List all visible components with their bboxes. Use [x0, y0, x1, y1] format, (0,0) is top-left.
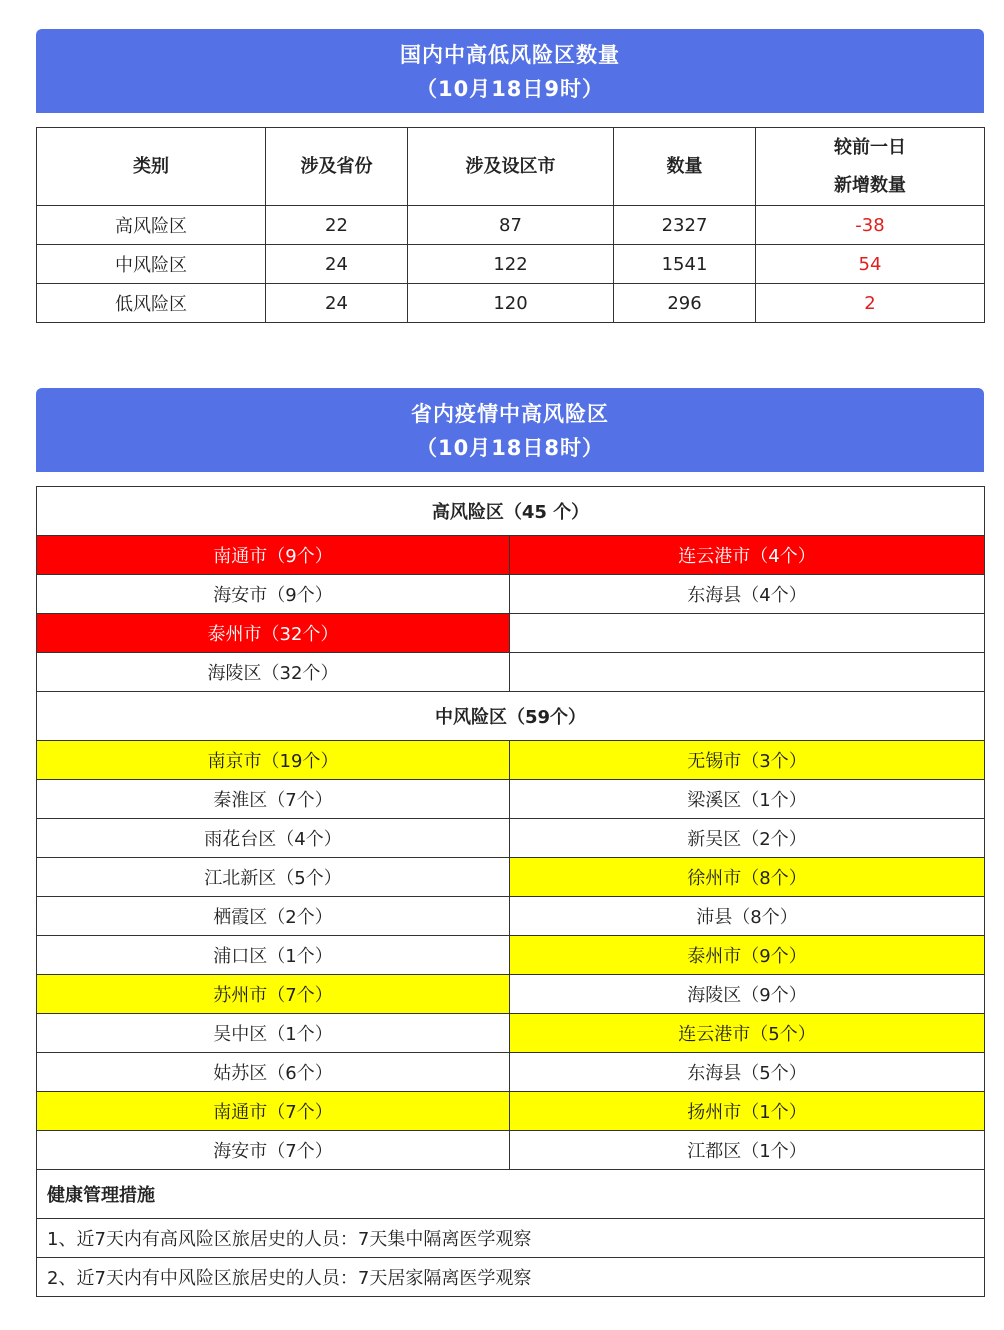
table-row [37, 653, 985, 692]
table-row [37, 614, 985, 653]
header-provinces: 涉及省份 [266, 128, 408, 206]
high-risk-header-row [37, 487, 985, 536]
mid-risk-city: 无锡市（3个） [510, 741, 985, 780]
mid-risk-header-row [37, 692, 985, 741]
empty-cell [510, 614, 985, 653]
header-change-line1: 较前一日 [834, 136, 906, 158]
high-risk-city: 泰州市（32个） [37, 614, 510, 653]
mid-risk-city: 泰州市（9个） [510, 936, 985, 975]
header-count: 数量 [614, 128, 756, 206]
mid-risk-district: 栖霞区（2个） [37, 897, 510, 936]
mid-risk-district: 新吴区（2个） [510, 819, 985, 858]
header-category: 类别 [37, 128, 266, 206]
row-count: 2327 [614, 206, 756, 245]
province-risk-title: 省内疫情中高风险区 [411, 402, 609, 426]
header-change-line2: 新增数量 [834, 174, 906, 196]
header-change [756, 128, 985, 206]
row-cities: 122 [408, 245, 614, 284]
mid-risk-district: 吴中区（1个） [37, 1014, 510, 1053]
mid-risk-city: 扬州市（1个） [510, 1092, 985, 1131]
province-risk-subtitle: （10月18日8时） [415, 436, 605, 460]
national-risk-subtitle: （10月18日9时） [415, 77, 605, 101]
row-provinces: 22 [266, 206, 408, 245]
measures-title: 健康管理措施 [37, 1170, 985, 1219]
table-row [37, 1092, 985, 1131]
measure-row [37, 1258, 985, 1297]
mid-risk-district: 浦口区（1个） [37, 936, 510, 975]
table-row [37, 1014, 985, 1053]
row-count: 296 [614, 284, 756, 323]
table-row [37, 741, 985, 780]
mid-risk-district: 海安市（7个） [37, 1131, 510, 1170]
mid-risk-header: 中风险区（59个） [37, 692, 985, 741]
mid-risk-city: 连云港市（5个） [510, 1014, 985, 1053]
table-row [37, 206, 985, 245]
measure-item: 1、近7天内有高风险区旅居史的人员：7天集中隔离医学观察 [37, 1219, 985, 1258]
province-risk-banner [36, 388, 984, 472]
mid-risk-city: 苏州市（7个） [37, 975, 510, 1014]
table-row [37, 575, 985, 614]
mid-risk-district: 姑苏区（6个） [37, 1053, 510, 1092]
row-cities: 87 [408, 206, 614, 245]
empty-cell [510, 653, 985, 692]
table-row [37, 819, 985, 858]
row-category: 高风险区 [37, 206, 266, 245]
row-count: 1541 [614, 245, 756, 284]
table-row [37, 897, 985, 936]
measure-item: 2、近7天内有中风险区旅居史的人员：7天居家隔离医学观察 [37, 1258, 985, 1297]
mid-risk-city: 徐州市（8个） [510, 858, 985, 897]
mid-risk-district: 沛县（8个） [510, 897, 985, 936]
high-risk-header: 高风险区（45 个） [37, 487, 985, 536]
measures-title-row [37, 1170, 985, 1219]
table-row [37, 245, 985, 284]
mid-risk-district: 秦淮区（7个） [37, 780, 510, 819]
mid-risk-city: 南通市（7个） [37, 1092, 510, 1131]
national-risk-title: 国内中高低风险区数量 [400, 43, 620, 67]
table-row [37, 780, 985, 819]
table-row [37, 536, 985, 575]
row-category: 中风险区 [37, 245, 266, 284]
row-change: 2 [756, 284, 985, 323]
table-row [37, 1053, 985, 1092]
mid-risk-district: 梁溪区（1个） [510, 780, 985, 819]
table-row [37, 858, 985, 897]
province-risk-table [36, 486, 985, 1297]
table-header-row [37, 128, 985, 206]
row-provinces: 24 [266, 245, 408, 284]
national-risk-table [36, 127, 985, 323]
table-row [37, 1131, 985, 1170]
row-category: 低风险区 [37, 284, 266, 323]
national-risk-banner [36, 29, 984, 113]
high-risk-district: 海安市（9个） [37, 575, 510, 614]
mid-risk-district: 雨花台区（4个） [37, 819, 510, 858]
table-row [37, 936, 985, 975]
high-risk-city: 连云港市（4个） [510, 536, 985, 575]
table-row [37, 284, 985, 323]
mid-risk-district: 海陵区（9个） [510, 975, 985, 1014]
row-change: -38 [756, 206, 985, 245]
row-cities: 120 [408, 284, 614, 323]
high-risk-district: 东海县（4个） [510, 575, 985, 614]
measure-row [37, 1219, 985, 1258]
row-provinces: 24 [266, 284, 408, 323]
mid-risk-district: 东海县（5个） [510, 1053, 985, 1092]
mid-risk-city: 南京市（19个） [37, 741, 510, 780]
header-cities: 涉及设区市 [408, 128, 614, 206]
high-risk-city: 南通市（9个） [37, 536, 510, 575]
row-change: 54 [756, 245, 985, 284]
table-row [37, 975, 985, 1014]
mid-risk-district: 江都区（1个） [510, 1131, 985, 1170]
high-risk-district: 海陵区（32个） [37, 653, 510, 692]
mid-risk-district: 江北新区（5个） [37, 858, 510, 897]
